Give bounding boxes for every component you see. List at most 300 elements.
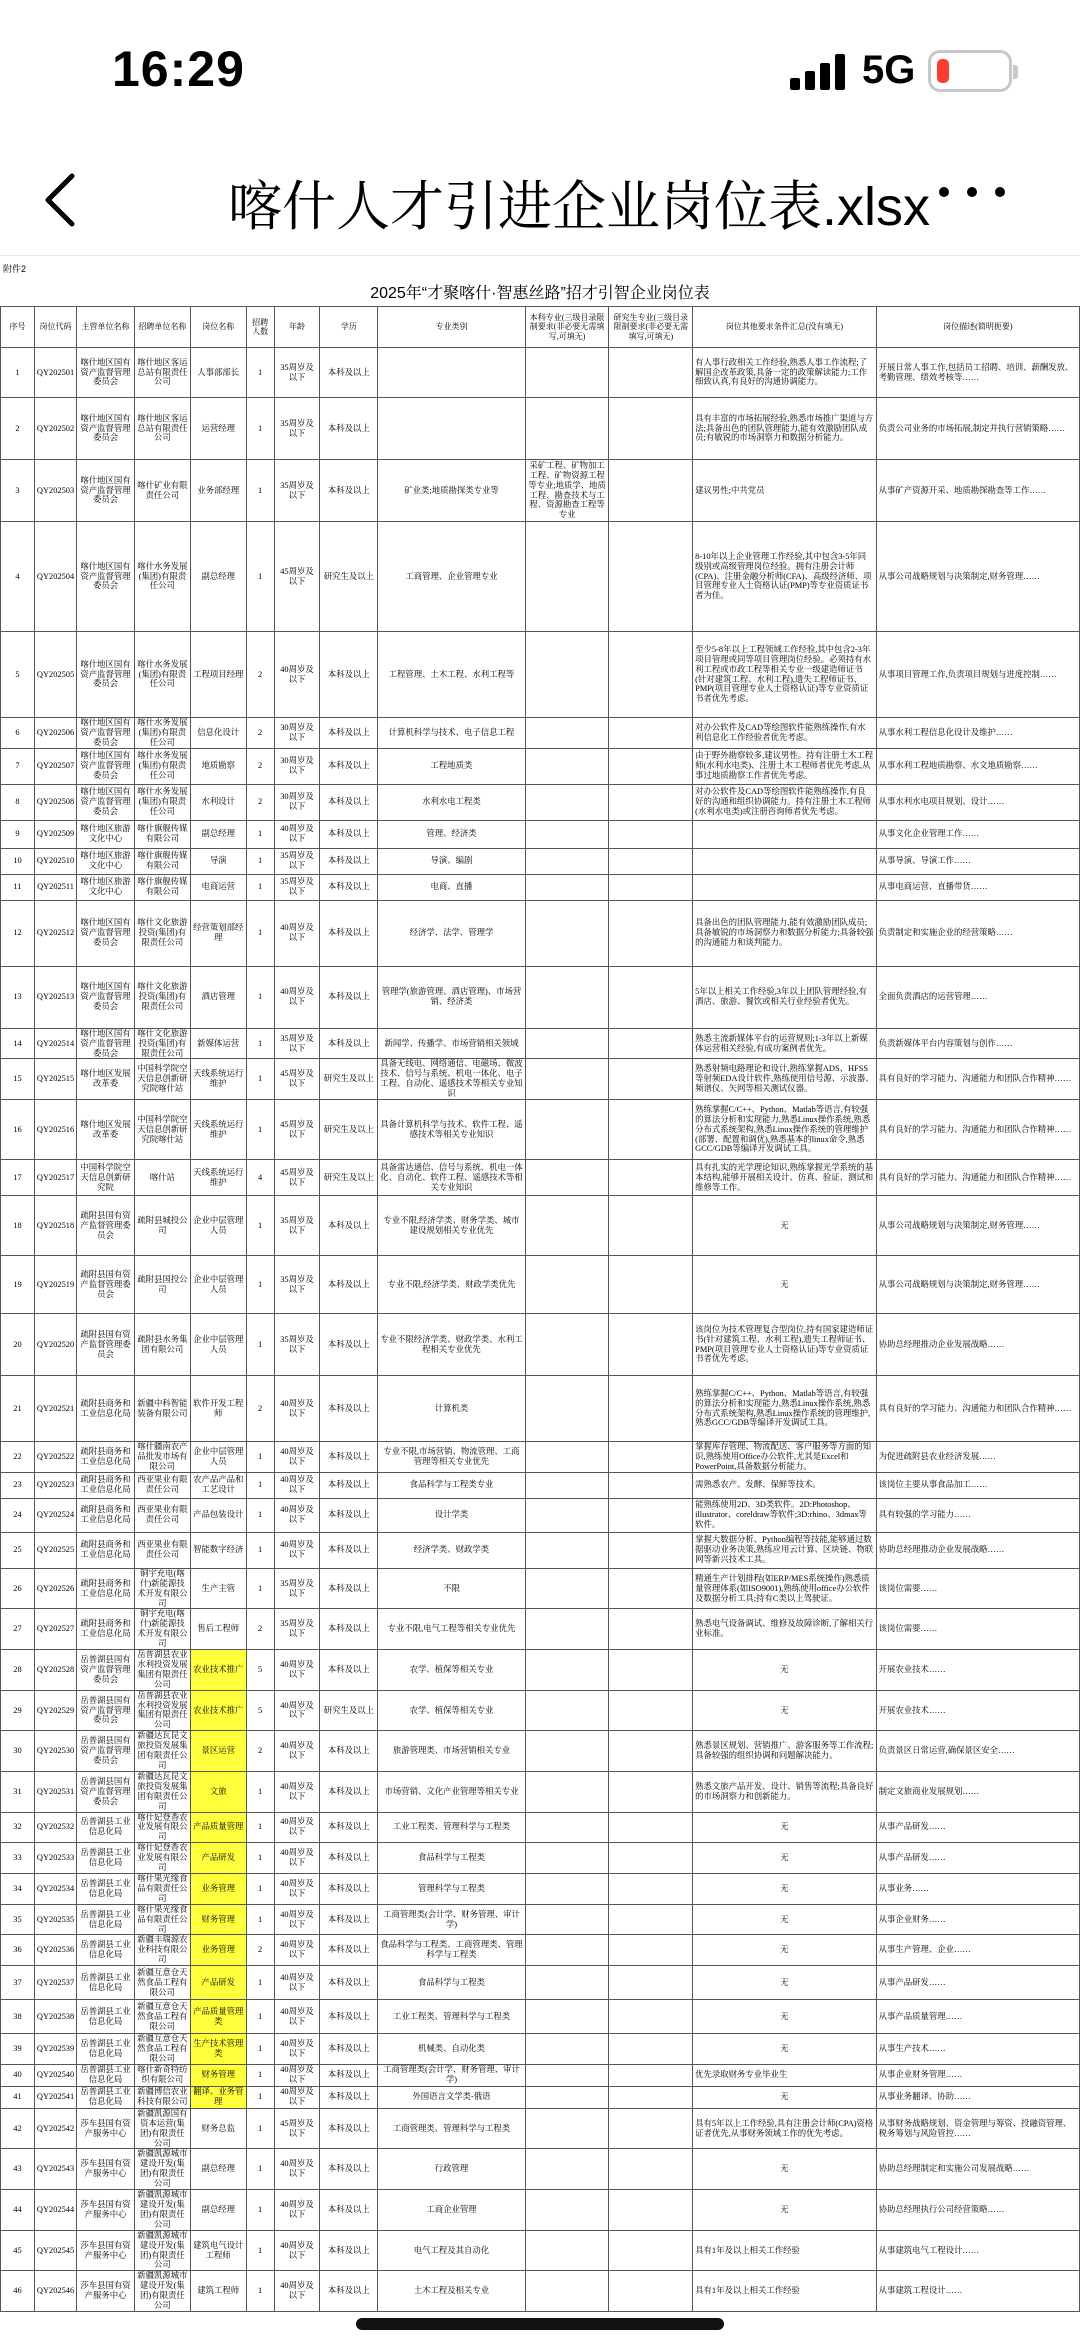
table-cell-req[interactable]: 无 [693, 1256, 876, 1314]
table-cell-num[interactable]: 1 [246, 1059, 274, 1100]
table-cell-post[interactable]: 景区运营 [190, 1731, 246, 1772]
table-cell-major[interactable]: 工业工程类、管理科学与工程类 [378, 2000, 525, 2034]
table-cell-post[interactable]: 天线系统运行维护 [190, 1160, 246, 1196]
table-cell-pg[interactable] [609, 848, 693, 874]
table-row[interactable] [1, 632, 1080, 718]
table-cell-pg[interactable] [609, 1059, 693, 1100]
table-cell-req[interactable]: 具有丰富的市场拓展经验,熟悉市场推广渠道与方法;具备出色的团队管理能力,能有效激励团队成员;有敏锐的市场洞察力和数据分析能力。 [693, 398, 876, 460]
table-cell-pg[interactable] [609, 820, 693, 848]
table-cell-no[interactable]: 28 [1, 1650, 35, 1691]
table-row[interactable] [1, 398, 1080, 460]
table-cell-req[interactable]: 无 [693, 1966, 876, 2000]
table-cell-desc[interactable]: 具有良好的学习能力、沟通能力和团队合作精神…… [876, 1376, 1079, 1442]
table-cell-code[interactable]: QY202509 [34, 820, 76, 848]
table-cell-ug[interactable] [525, 2034, 609, 2065]
table-cell-dept[interactable]: 莎车县国有资产服务中心 [77, 2108, 135, 2149]
table-cell-pg[interactable] [609, 2000, 693, 2034]
table-cell-major[interactable]: 食品科学与工程类 [378, 1843, 525, 1874]
table-cell-req[interactable]: 熟练掌握C/C++、Python、Matlab等语言,有较强的算法分析和实现能力,熟悉Linux操作系统,熟悉分布式系统架构,熟悉Linux操作系统的管理维护(部署、配置和调优),熟悉基本的linux命令,熟悉GCC/GDB等编译开发调试工具。 [693, 1100, 876, 1160]
table-cell-ug[interactable] [525, 1609, 609, 1650]
table-cell-major[interactable]: 计算机类 [378, 1376, 525, 1442]
table-cell-dept[interactable]: 岳普湖县工业信息化局 [77, 1966, 135, 2000]
table-cell-req[interactable]: 无 [693, 1935, 876, 1966]
table-cell-unit[interactable]: 岳普湖县农业水利投资发展集团有限责任公司 [134, 1690, 190, 1731]
table-row[interactable] [1, 1256, 1080, 1314]
table-cell-dept[interactable]: 喀什地区发展改革委 [77, 1100, 135, 1160]
table-cell-dept[interactable]: 喀什地区国有资产监督管理委员会 [77, 460, 135, 522]
table-cell-edu[interactable]: 本科及以上 [320, 2108, 378, 2149]
table-cell-num[interactable]: 1 [246, 1028, 274, 1059]
table-cell-post[interactable]: 企业中层管理人员 [190, 1256, 246, 1314]
table-cell-post[interactable]: 经营策划部经理 [190, 900, 246, 966]
table-cell-code[interactable]: QY202522 [34, 1442, 76, 1473]
table-cell-ug[interactable] [525, 820, 609, 848]
table-cell-dept[interactable]: 喀什地区国有资产监督管理委员会 [77, 398, 135, 460]
table-row[interactable] [1, 1873, 1080, 1904]
table-cell-req[interactable]: 对办公软件及CAD等绘图软件能熟练操作,有良好的沟通和组织协调能力。持有注册土木工程师(水利水电类)或注册咨询师者优先考虑。 [693, 784, 876, 820]
table-cell-major[interactable]: 农学、植保等相关专业 [378, 1650, 525, 1691]
table-row[interactable] [1, 1843, 1080, 1874]
table-cell-edu[interactable]: 本科及以上 [320, 1650, 378, 1691]
table-cell-edu[interactable]: 本科及以上 [320, 1256, 378, 1314]
table-cell-code[interactable]: QY202521 [34, 1376, 76, 1442]
table-cell-num[interactable]: 1 [246, 1568, 274, 1609]
table-cell-num[interactable]: 1 [246, 900, 274, 966]
table-cell-unit[interactable]: 喀什矿业有限责任公司 [134, 460, 190, 522]
table-cell-num[interactable]: 1 [246, 2000, 274, 2034]
table-cell-desc[interactable]: 开展农业技术…… [876, 1690, 1079, 1731]
table-cell-dept[interactable]: 喀什地区国有资产监督管理委员会 [77, 522, 135, 632]
table-cell-pg[interactable] [609, 2149, 693, 2190]
table-cell-pg[interactable] [609, 348, 693, 398]
table-cell-pg[interactable] [609, 900, 693, 966]
table-cell-ug[interactable] [525, 848, 609, 874]
column-header[interactable]: 岗位代码 [34, 307, 76, 348]
table-row[interactable] [1, 1196, 1080, 1256]
table-cell-ug[interactable] [525, 398, 609, 460]
table-cell-edu[interactable]: 本科及以上 [320, 632, 378, 718]
table-row[interactable] [1, 1059, 1080, 1100]
table-cell-ug[interactable]: 采矿工程、矿物加工工程、矿物资源工程等专业;地质学、地质工程、勘查技术与工程、资源勘查工程等专业 [525, 460, 609, 522]
table-cell-dept[interactable]: 莎车县国有资产服务中心 [77, 2190, 135, 2231]
table-cell-num[interactable]: 1 [246, 348, 274, 398]
table-cell-unit[interactable]: 喀什旗舰传媒有限公司 [134, 848, 190, 874]
table-cell-num[interactable]: 1 [246, 1904, 274, 1935]
table-cell-major[interactable]: 专业不限经济学类、财政学类、水利工程相关专业优先 [378, 1314, 525, 1376]
table-row[interactable] [1, 1160, 1080, 1196]
table-cell-unit[interactable]: 喀什水务发展(集团)有限责任公司 [134, 718, 190, 749]
table-cell-age[interactable]: 40周岁及以下 [274, 1771, 320, 1812]
table-cell-unit[interactable]: 新疆凯源城市建设开发(集团)有限责任公司 [134, 2271, 190, 2312]
table-cell-major[interactable]: 具备计算机科学与技术、软件工程、遥感技术等相关专业知识 [378, 1100, 525, 1160]
table-cell-post[interactable]: 产品质量管理 [190, 1812, 246, 1843]
table-cell-age[interactable]: 45周岁及以下 [274, 2108, 320, 2149]
table-cell-post[interactable]: 产品研发 [190, 1843, 246, 1874]
table-cell-num[interactable]: 1 [246, 1771, 274, 1812]
column-header[interactable]: 岗位描述(简明扼要) [876, 307, 1079, 348]
table-cell-major[interactable]: 具备雷达通信、信号与系统、机电一体化、自动化、软件工程、遥感技术等相关专业知识 [378, 1160, 525, 1196]
table-cell-major[interactable]: 不限 [378, 1568, 525, 1609]
table-row[interactable] [1, 966, 1080, 1028]
table-cell-unit[interactable]: 新疆互意仓天然食品工程有限公司 [134, 2034, 190, 2065]
table-cell-num[interactable]: 1 [246, 1196, 274, 1256]
table-cell-no[interactable]: 11 [1, 874, 35, 900]
table-cell-dept[interactable]: 岳普湖县工业信息化局 [77, 1935, 135, 1966]
table-cell-edu[interactable]: 本科及以上 [320, 1376, 378, 1442]
table-cell-code[interactable]: QY202523 [34, 1472, 76, 1498]
table-cell-no[interactable]: 44 [1, 2190, 35, 2231]
table-cell-age[interactable]: 40周岁及以下 [274, 1498, 320, 1532]
table-cell-edu[interactable]: 研究生及以上 [320, 1059, 378, 1100]
table-row[interactable] [1, 348, 1080, 398]
table-cell-major[interactable]: 水利水电工程类 [378, 784, 525, 820]
table-cell-dept[interactable]: 喀什地区国有资产监督管理委员会 [77, 784, 135, 820]
table-cell-code[interactable]: QY202504 [34, 522, 76, 632]
table-cell-age[interactable]: 35周岁及以下 [274, 848, 320, 874]
table-cell-ug[interactable] [525, 1690, 609, 1731]
column-header[interactable]: 学历 [320, 307, 378, 348]
table-cell-no[interactable]: 24 [1, 1498, 35, 1532]
table-cell-no[interactable]: 10 [1, 848, 35, 874]
table-cell-code[interactable]: QY202536 [34, 1935, 76, 1966]
table-cell-edu[interactable]: 本科及以上 [320, 1731, 378, 1772]
table-cell-code[interactable]: QY202546 [34, 2271, 76, 2312]
back-chevron-icon[interactable] [40, 170, 84, 230]
table-cell-desc[interactable]: 制定文旅商业发展规划…… [876, 1771, 1079, 1812]
table-cell-age[interactable]: 40周岁及以下 [274, 1442, 320, 1473]
table-cell-post[interactable]: 农业技术推广 [190, 1690, 246, 1731]
table-cell-unit[interactable]: 喀什妃登香农业发展有限公司 [134, 1812, 190, 1843]
table-cell-major[interactable]: 电商、直播 [378, 874, 525, 900]
table-cell-pg[interactable] [609, 1873, 693, 1904]
table-cell-unit[interactable]: 喀什果光缘食品有限责任公司 [134, 1904, 190, 1935]
table-cell-dept[interactable]: 喀什地区国有资产监督管理委员会 [77, 1028, 135, 1059]
table-cell-major[interactable]: 食品科学与工程类 [378, 1966, 525, 2000]
table-cell-num[interactable]: 1 [246, 2034, 274, 2065]
table-cell-code[interactable]: QY202518 [34, 1196, 76, 1256]
table-cell-unit[interactable]: 喀什果光缘食品有限责任公司 [134, 1873, 190, 1904]
table-cell-age[interactable]: 45周岁及以下 [274, 1059, 320, 1100]
column-header[interactable]: 岗位名称 [190, 307, 246, 348]
table-cell-age[interactable]: 35周岁及以下 [274, 874, 320, 900]
table-cell-ug[interactable] [525, 2149, 609, 2190]
table-cell-num[interactable]: 1 [246, 1812, 274, 1843]
table-cell-edu[interactable]: 本科及以上 [320, 2034, 378, 2065]
table-cell-num[interactable]: 1 [246, 1256, 274, 1314]
table-cell-unit[interactable]: 新疆达瓦昆文旅投资发展集团有限责任公司 [134, 1731, 190, 1772]
table-cell-desc[interactable]: 从事建筑工程设计…… [876, 2271, 1079, 2312]
table-cell-post[interactable]: 文旅 [190, 1771, 246, 1812]
table-cell-major[interactable]: 食品科学与工程类专业 [378, 1472, 525, 1498]
table-cell-desc[interactable]: 协助总经理执行公司经营策略…… [876, 2190, 1079, 2231]
table-cell-ug[interactable] [525, 1812, 609, 1843]
table-cell-req[interactable]: 由于野外勘察较多,建议男性。持有注册土木工程师(水利水电类)、注册土木工程师者优先考虑,从事过地质勘察工作者优先考虑。 [693, 748, 876, 784]
table-cell-req[interactable]: 无 [693, 1812, 876, 1843]
table-cell-age[interactable]: 40周岁及以下 [274, 1532, 320, 1568]
table-row[interactable] [1, 1498, 1080, 1532]
table-cell-ug[interactable] [525, 1028, 609, 1059]
table-cell-pg[interactable] [609, 1731, 693, 1772]
table-cell-edu[interactable]: 本科及以上 [320, 1472, 378, 1498]
table-row[interactable] [1, 1028, 1080, 1059]
table-cell-ug[interactable] [525, 1532, 609, 1568]
table-cell-dept[interactable]: 疏附县商务和工业信息化局 [77, 1498, 135, 1532]
table-row[interactable] [1, 2190, 1080, 2231]
table-cell-pg[interactable] [609, 2108, 693, 2149]
table-cell-dept[interactable]: 疏附县国有资产监督管理委员会 [77, 1196, 135, 1256]
table-cell-unit[interactable]: 岳普湖县农业水利投资发展集团有限责任公司 [134, 1650, 190, 1691]
table-cell-major[interactable]: 新闻学、传播学、市场营销相关领域 [378, 1028, 525, 1059]
table-cell-edu[interactable]: 研究生及以上 [320, 522, 378, 632]
table-cell-post[interactable]: 副总经理 [190, 820, 246, 848]
table-cell-dept[interactable]: 岳普湖县国有资产监督管理委员会 [77, 1650, 135, 1691]
table-cell-desc[interactable]: 从事导演、导演工作…… [876, 848, 1079, 874]
table-cell-num[interactable]: 2 [246, 1376, 274, 1442]
table-cell-num[interactable]: 1 [246, 874, 274, 900]
table-cell-dept[interactable]: 喀什地区国有资产监督管理委员会 [77, 966, 135, 1028]
table-cell-age[interactable]: 35周岁及以下 [274, 1028, 320, 1059]
table-cell-unit[interactable]: 喀什文化旅游投资(集团)有限责任公司 [134, 900, 190, 966]
table-cell-dept[interactable]: 疏附县商务和工业信息化局 [77, 1442, 135, 1473]
table-cell-code[interactable]: QY202513 [34, 966, 76, 1028]
table-cell-age[interactable]: 40周岁及以下 [274, 1376, 320, 1442]
table-cell-age[interactable]: 40周岁及以下 [274, 1843, 320, 1874]
table-cell-edu[interactable]: 本科及以上 [320, 398, 378, 460]
table-cell-req[interactable] [693, 874, 876, 900]
table-cell-pg[interactable] [609, 522, 693, 632]
table-cell-code[interactable]: QY202538 [34, 2000, 76, 2034]
table-cell-edu[interactable]: 本科及以上 [320, 1812, 378, 1843]
table-cell-ug[interactable] [525, 966, 609, 1028]
table-cell-unit[interactable]: 喀什文化旅游投资(集团)有限责任公司 [134, 966, 190, 1028]
table-cell-dept[interactable]: 疏附县商务和工业信息化局 [77, 1609, 135, 1650]
table-cell-major[interactable]: 工商管理类(会计学、财务管理、审计学) [378, 2064, 525, 2086]
table-cell-pg[interactable] [609, 460, 693, 522]
table-cell-age[interactable]: 40周岁及以下 [274, 1935, 320, 1966]
table-cell-desc[interactable]: 从事项目管理工作,负责项目规划与进度控制…… [876, 632, 1079, 718]
table-cell-major[interactable]: 农学、植保等相关专业 [378, 1690, 525, 1731]
table-cell-major[interactable]: 工商管理、企业管理专业 [378, 522, 525, 632]
table-cell-ug[interactable] [525, 1771, 609, 1812]
table-cell-unit[interactable]: 喀什疆南农产品批发市场有限公司 [134, 1442, 190, 1473]
table-cell-num[interactable]: 1 [246, 1498, 274, 1532]
table-row[interactable] [1, 2034, 1080, 2065]
table-cell-num[interactable]: 5 [246, 1650, 274, 1691]
table-cell-desc[interactable]: 从事水利水电项目规划、设计…… [876, 784, 1079, 820]
table-row[interactable] [1, 1650, 1080, 1691]
table-cell-unit[interactable]: 喀什地区客运总站有限责任公司 [134, 348, 190, 398]
table-row[interactable] [1, 784, 1080, 820]
table-cell-major[interactable]: 经济学、法学、管理学 [378, 900, 525, 966]
table-cell-num[interactable]: 1 [246, 2064, 274, 2086]
table-cell-age[interactable]: 40周岁及以下 [274, 1904, 320, 1935]
home-indicator[interactable] [356, 2318, 724, 2330]
table-cell-post[interactable]: 天线系统运行维护 [190, 1059, 246, 1100]
table-cell-unit[interactable]: 喀什站 [134, 1160, 190, 1196]
table-cell-code[interactable]: QY202529 [34, 1690, 76, 1731]
table-cell-dept[interactable]: 岳普湖县工业信息化局 [77, 1812, 135, 1843]
table-cell-no[interactable]: 3 [1, 460, 35, 522]
table-row[interactable] [1, 2108, 1080, 2149]
table-row[interactable] [1, 1690, 1080, 1731]
table-cell-code[interactable]: QY202537 [34, 1966, 76, 2000]
table-cell-post[interactable]: 财务管理 [190, 2064, 246, 2086]
table-cell-post[interactable]: 产品包装设计 [190, 1498, 246, 1532]
table-cell-no[interactable]: 4 [1, 522, 35, 632]
table-cell-no[interactable]: 33 [1, 1843, 35, 1874]
table-cell-code[interactable]: QY202540 [34, 2064, 76, 2086]
table-cell-unit[interactable]: 喀什新奇特纺织有限公司 [134, 2064, 190, 2086]
column-header[interactable]: 专业类别 [378, 307, 525, 348]
table-cell-no[interactable]: 6 [1, 718, 35, 749]
table-cell-desc[interactable]: 具有较强的学习能力…… [876, 1498, 1079, 1532]
table-cell-dept[interactable]: 喀什地区发展改革委 [77, 1059, 135, 1100]
table-cell-no[interactable]: 27 [1, 1609, 35, 1650]
table-cell-req[interactable]: 需熟悉农产、发酵、保鲜等技术。 [693, 1472, 876, 1498]
table-cell-edu[interactable]: 本科及以上 [320, 1873, 378, 1904]
table-row[interactable] [1, 460, 1080, 522]
table-cell-post[interactable]: 建筑工程师 [190, 2271, 246, 2312]
table-cell-age[interactable]: 40周岁及以下 [274, 900, 320, 966]
table-cell-post[interactable]: 生产技术管理类 [190, 2034, 246, 2065]
table-row[interactable] [1, 1568, 1080, 1609]
table-cell-desc[interactable]: 全面负责酒店的运营管理…… [876, 966, 1079, 1028]
table-cell-pg[interactable] [609, 1771, 693, 1812]
table-cell-major[interactable]: 专业不限,经济学类、财务学类、城市建设规划相关专业优先 [378, 1196, 525, 1256]
table-cell-edu[interactable]: 本科及以上 [320, 1568, 378, 1609]
table-cell-pg[interactable] [609, 1568, 693, 1609]
table-cell-edu[interactable]: 本科及以上 [320, 748, 378, 784]
table-cell-age[interactable]: 40周岁及以下 [274, 2230, 320, 2271]
table-cell-unit[interactable]: 疏附县城投公司 [134, 1196, 190, 1256]
table-cell-ug[interactable] [525, 1196, 609, 1256]
table-cell-dept[interactable]: 中国科学院空天信息创新研究院 [77, 1160, 135, 1196]
table-row[interactable] [1, 748, 1080, 784]
table-cell-unit[interactable]: 疏附县水务集团有限公司 [134, 1314, 190, 1376]
table-cell-ug[interactable] [525, 874, 609, 900]
table-cell-pg[interactable] [609, 1442, 693, 1473]
table-cell-dept[interactable]: 岳普湖县工业信息化局 [77, 1843, 135, 1874]
table-row[interactable] [1, 1376, 1080, 1442]
table-cell-code[interactable]: QY202501 [34, 348, 76, 398]
table-cell-req[interactable]: 无 [693, 1843, 876, 1874]
table-cell-post[interactable]: 业务部经理 [190, 460, 246, 522]
table-cell-age[interactable]: 45周岁及以下 [274, 522, 320, 632]
table-cell-age[interactable]: 40周岁及以下 [274, 1873, 320, 1904]
table-cell-age[interactable]: 40周岁及以下 [274, 1731, 320, 1772]
table-cell-req[interactable]: 熟悉文旅产品开发、设计、销售等流程;具备良好的市场洞察力和创新能力。 [693, 1771, 876, 1812]
table-cell-desc[interactable]: 从事产品研发…… [876, 1966, 1079, 2000]
table-cell-code[interactable]: QY202526 [34, 1568, 76, 1609]
table-cell-ug[interactable] [525, 784, 609, 820]
table-cell-pg[interactable] [609, 1498, 693, 1532]
table-cell-dept[interactable]: 岳普湖县国有资产监督管理委员会 [77, 1731, 135, 1772]
table-cell-age[interactable]: 35周岁及以下 [274, 1196, 320, 1256]
table-cell-major[interactable]: 工商管理类(会计学、财务管理、审计学) [378, 1904, 525, 1935]
table-cell-post[interactable]: 企业中层管理人员 [190, 1196, 246, 1256]
table-cell-ug[interactable] [525, 2230, 609, 2271]
table-cell-unit[interactable]: 疏附县国投公司 [134, 1256, 190, 1314]
table-cell-major[interactable]: 导演、编剧 [378, 848, 525, 874]
table-cell-dept[interactable]: 岳普湖县工业信息化局 [77, 1873, 135, 1904]
table-cell-edu[interactable]: 研究生及以上 [320, 1160, 378, 1196]
table-cell-no[interactable]: 46 [1, 2271, 35, 2312]
table-cell-post[interactable]: 产品质量管理类 [190, 2000, 246, 2034]
table-cell-post[interactable]: 产品研发 [190, 1966, 246, 2000]
table-cell-desc[interactable]: 负责景区日常运营,确保景区安全…… [876, 1731, 1079, 1772]
table-cell-num[interactable]: 2 [246, 632, 274, 718]
table-cell-edu[interactable]: 本科及以上 [320, 2064, 378, 2086]
table-row[interactable] [1, 1532, 1080, 1568]
table-cell-major[interactable]: 设计学类 [378, 1498, 525, 1532]
column-header[interactable]: 主管单位名称 [77, 307, 135, 348]
table-cell-edu[interactable]: 本科及以上 [320, 900, 378, 966]
table-cell-code[interactable]: QY202543 [34, 2149, 76, 2190]
table-cell-dept[interactable]: 喀什地区旅游文化中心 [77, 820, 135, 848]
table-cell-post[interactable]: 酒店管理 [190, 966, 246, 1028]
table-cell-edu[interactable]: 本科及以上 [320, 1966, 378, 2000]
table-cell-pg[interactable] [609, 1314, 693, 1376]
table-cell-post[interactable]: 水利设计 [190, 784, 246, 820]
column-header[interactable]: 年龄 [274, 307, 320, 348]
table-cell-edu[interactable]: 本科及以上 [320, 820, 378, 848]
table-cell-dept[interactable]: 疏附县国有资产监督管理委员会 [77, 1256, 135, 1314]
table-cell-desc[interactable]: 从事公司战略规划与决策制定,财务管理…… [876, 1196, 1079, 1256]
table-cell-edu[interactable]: 本科及以上 [320, 2190, 378, 2231]
table-cell-desc[interactable]: 从事公司战略规划与决策制定,财务管理…… [876, 522, 1079, 632]
table-cell-dept[interactable]: 岳普湖县工业信息化局 [77, 1904, 135, 1935]
table-cell-pg[interactable] [609, 1028, 693, 1059]
table-row[interactable] [1, 718, 1080, 749]
table-cell-code[interactable]: QY202534 [34, 1873, 76, 1904]
table-cell-code[interactable]: QY202503 [34, 460, 76, 522]
table-cell-major[interactable]: 管理科学与工程类 [378, 1873, 525, 1904]
table-cell-req[interactable]: 具有5年以上工作经验,具有注册会计师(CPA)资格证者优先,从事财务领域工作的优先考虑。 [693, 2108, 876, 2149]
table-cell-ug[interactable] [525, 2086, 609, 2108]
table-cell-code[interactable]: QY202506 [34, 718, 76, 749]
table-cell-req[interactable]: 无 [693, 2149, 876, 2190]
table-cell-desc[interactable]: 协助总经理推动企业发展战略…… [876, 1314, 1079, 1376]
table-cell-no[interactable]: 1 [1, 348, 35, 398]
table-cell-code[interactable]: QY202516 [34, 1100, 76, 1160]
table-cell-major[interactable]: 工商管理类、管理科学与工程类 [378, 2108, 525, 2149]
table-cell-req[interactable]: 无 [693, 2000, 876, 2034]
table-row[interactable] [1, 1609, 1080, 1650]
column-header[interactable]: 招聘单位名称 [134, 307, 190, 348]
table-cell-num[interactable]: 2 [246, 1609, 274, 1650]
table-cell-major[interactable]: 具备无线电、网络通信、电磁场、微波技术、信号与系统、机电一体化、电子工程、自动化、遥感技术等相关专业知识 [378, 1059, 525, 1100]
table-cell-major[interactable]: 旅游管理类、市场营销相关专业 [378, 1731, 525, 1772]
table-cell-req[interactable]: 该岗位为技术管理复合型岗位,持有国家建造师证书(针对建筑工程、水利工程),遗失工程师证书、PMP(项目管理专业人士资格认证)等专业资质证书者优先考虑。 [693, 1314, 876, 1376]
table-cell-unit[interactable]: 喀什水务发展(集团)有限责任公司 [134, 522, 190, 632]
table-cell-num[interactable]: 1 [246, 1472, 274, 1498]
table-cell-no[interactable]: 21 [1, 1376, 35, 1442]
table-cell-dept[interactable]: 疏附县商务和工业信息化局 [77, 1376, 135, 1442]
table-cell-unit[interactable]: 喀什文化旅游投资(集团)有限责任公司 [134, 1028, 190, 1059]
table-cell-req[interactable]: 具备出色的团队管理能力,能有效激励团队成员;具备敏锐的市场洞察力和数据分析能力;具备较强的沟通能力和谈判能力。 [693, 900, 876, 966]
table-cell-unit[interactable]: 新疆凯源城市建设开发(集团)有限责任公司 [134, 2190, 190, 2231]
table-cell-no[interactable]: 14 [1, 1028, 35, 1059]
table-cell-pg[interactable] [609, 784, 693, 820]
table-cell-code[interactable]: QY202528 [34, 1650, 76, 1691]
column-header[interactable]: 本科专业(三级目录限制要求(非必要无需填写,可填无) [525, 307, 609, 348]
table-cell-desc[interactable]: 负责公司业务的市场拓展,制定并执行营销策略…… [876, 398, 1079, 460]
table-cell-post[interactable]: 副总经理 [190, 2190, 246, 2231]
table-cell-ug[interactable] [525, 1314, 609, 1376]
table-cell-ug[interactable] [525, 1442, 609, 1473]
table-cell-major[interactable]: 工程管理、土木工程、水利工程等 [378, 632, 525, 718]
table-cell-req[interactable]: 具有扎实的光学理论知识,熟练掌握光学系统的基本结构,能够开展相关设计、仿真、验证、测试和维修等工作。 [693, 1160, 876, 1196]
